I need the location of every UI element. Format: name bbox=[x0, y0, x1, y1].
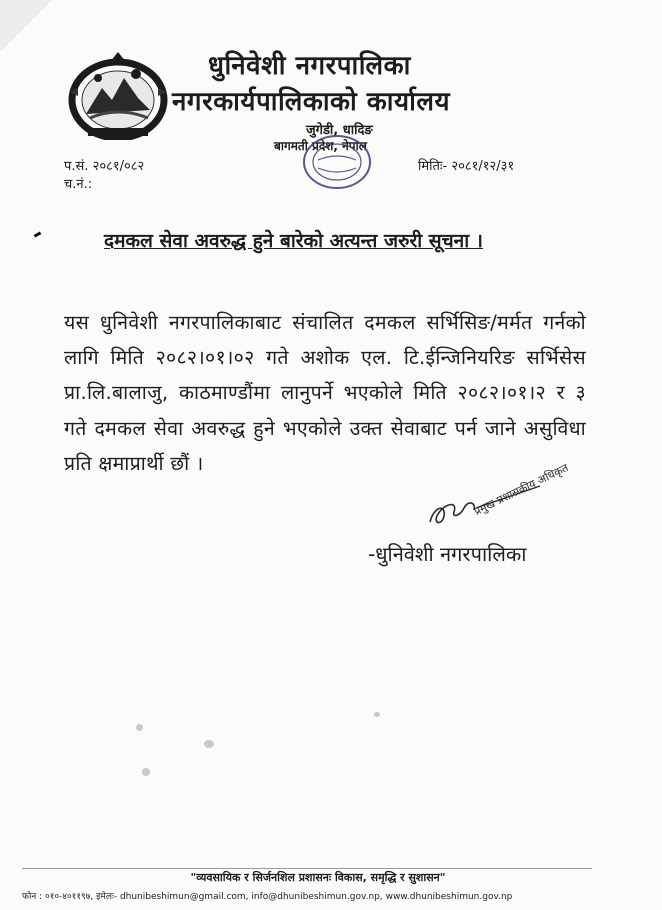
notice-body: यस धुनिवेशी नगरपालिकाबाट संचालित दमकल सर्भिसिङ/मर्मत गर्नको लागि मिति २०८२।०१।०२ गते अशोक एल. टि.ईन्जिनियरिङ सर्भिसेस प्रा.लि.बालाजु, काठमाण्डौंमा लानुपर्ने भएकोले मिति २०८२।०१।२ र ३ गते दमकल सेवा अवरुद्ध हुने भएकोले उक्त सेवाबाट पर्न जाने असुविधा प्रति क्षमाप्रार्थी छौं । bbox=[64, 311, 586, 475]
margin-mark bbox=[34, 232, 42, 238]
footer-slogan: "व्यवसायिक र सिर्जनशिल प्रशासनः विकास, समृद्धि र सुशासन" bbox=[190, 871, 446, 884]
office-name: नगरकार्यपालिकाको कार्यालय bbox=[172, 87, 451, 117]
nepal-government-emblem-icon bbox=[64, 48, 172, 140]
address-line-2: बागमती प्रदेश, नेपाल bbox=[274, 139, 367, 153]
scan-speck bbox=[136, 724, 143, 731]
issue-date: मितिः- २०८१/१२/३१ bbox=[418, 159, 515, 174]
scan-speck bbox=[142, 768, 150, 776]
scan-speck bbox=[204, 740, 214, 748]
footer-contact-info: फोन : ०१०-४०११९७, इमेलः- dhunibeshimun@gmail.com, info@dhunibeshimun.gov.np, www.dhunibeshimun.gov.np bbox=[22, 892, 513, 902]
municipality-name: धुनिवेशी नगरपालिका bbox=[208, 51, 411, 81]
folded-corner bbox=[0, 0, 52, 52]
municipal-office-stamp-icon bbox=[300, 132, 374, 192]
signer-designation: प्रमुख प्रशासकीय अधिकृत bbox=[471, 461, 571, 519]
footer-divider bbox=[22, 868, 592, 869]
reference-number: प.सं. २०८१/०८२ bbox=[64, 159, 145, 174]
notice-subject: दमकल सेवा अवरुद्ध हुने बारेको अत्यन्त जरुरी सूचना । bbox=[104, 230, 483, 252]
signatory-name: -धुनिवेशी नगरपालिका bbox=[368, 542, 527, 566]
scan-speck bbox=[374, 712, 380, 717]
address-line-1: जुगेडी, धादिङ bbox=[306, 123, 373, 138]
dispatch-number: च.नं.: bbox=[64, 177, 93, 192]
